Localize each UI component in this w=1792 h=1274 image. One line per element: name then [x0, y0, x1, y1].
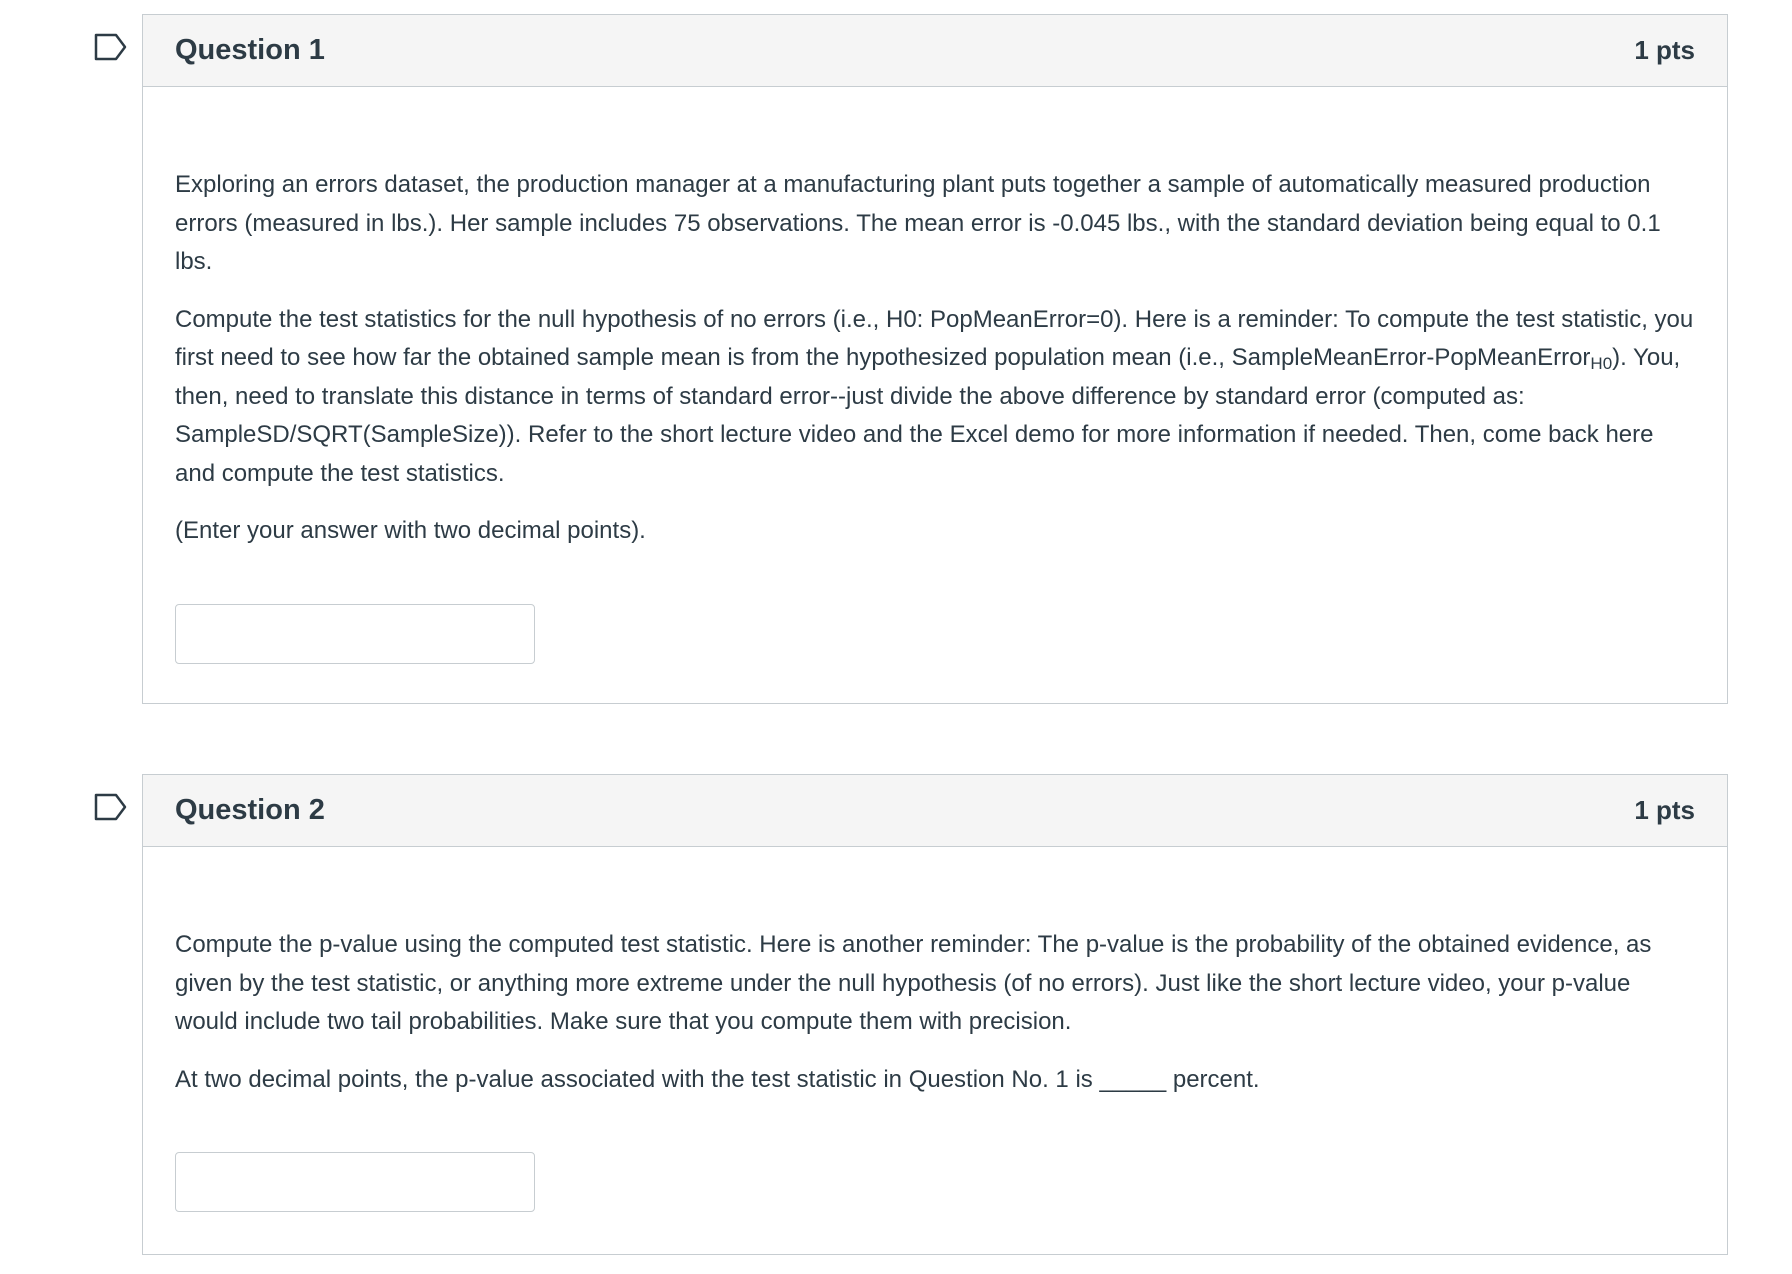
question-2-paragraph-1: Compute the p-value using the computed test statistic. Here is another reminder: The p-value is the probability of the obtained evidence, as given by the test statistic, or anything more extreme under the null hypothesis (of no errors). Just like the short lecture video, your p-value would include two tail probabilities. Make sure that you compute them with precision. [175, 931, 1652, 1035]
question-2-points: 1 pts [1634, 795, 1695, 825]
question-2-paragraph-2: At two decimal points, the p-value associated with the test statistic in Question No. 1 is _____ percent. [175, 1065, 1260, 1093]
question-1-paragraph-2 [175, 301, 1695, 494]
flag-question-2-icon[interactable] [94, 793, 128, 821]
question-1-paragraph-2-text-b: ). You, then, need to translate this distance in terms of standard error--just divide the above difference by standard error (computed as: SampleSD/SQRT(SampleSize)). Refer to the short lecture video and the Excel demo for more information if needed. Then, come back here and compute the test statistics. [175, 344, 1681, 487]
question-2-body [143, 847, 1727, 1212]
question-1-paragraph-2-text-a: Compute the test statistics for the null hypothesis of no errors (i.e., H0: PopMeanError=0). Here is a reminder: To compute the test statistic, you first need to see how far the obtained sample mean is from the hypothesized population mean (i.e., SampleMeanError-PopMeanError [175, 305, 1694, 371]
question-1-paragraph-1: Exploring an errors dataset, the production manager at a manufacturing plant puts together a sample of automatically measured production errors (measured in lbs.). Her sample includes 75 observations. The mean error is -0.045 lbs., with the standard deviation being equal to 0.1 lbs. [175, 171, 1661, 275]
question-1-paragraph-3: (Enter your answer with two decimal points). [175, 517, 646, 544]
question-2-answer-input[interactable] [175, 1152, 535, 1212]
question-2 [142, 774, 1728, 1255]
question-1-title: Question 1 [175, 34, 325, 66]
question-1-points: 1 pts [1634, 35, 1695, 65]
question-1-answer-input[interactable] [175, 604, 535, 664]
question-2-title: Question 2 [175, 794, 325, 826]
question-1-body [143, 87, 1727, 664]
question-2-header [143, 775, 1727, 847]
question-1 [142, 14, 1728, 704]
question-1-header [143, 15, 1727, 87]
flag-question-1-icon[interactable] [94, 33, 128, 61]
h0-subscript: H0 [1590, 354, 1613, 373]
